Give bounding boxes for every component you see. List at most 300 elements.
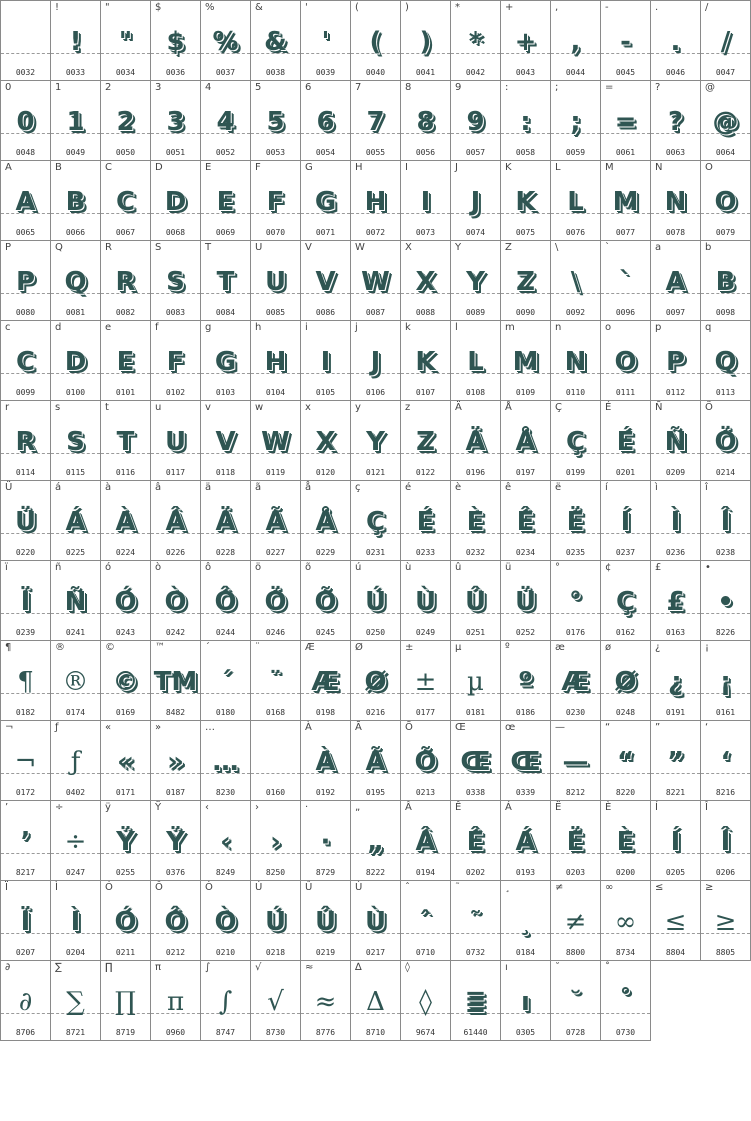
glyph-cell bbox=[551, 241, 601, 321]
glyph-code: 61440 bbox=[463, 1028, 488, 1037]
glyph-label: e bbox=[105, 322, 112, 333]
glyph-sample: Œ bbox=[510, 747, 541, 777]
glyph-label: « bbox=[105, 722, 112, 733]
glyph-label: ( bbox=[355, 2, 359, 13]
glyph-label: $ bbox=[155, 2, 162, 13]
glyph-code: 0193 bbox=[515, 868, 536, 877]
glyph-sample: W bbox=[361, 267, 390, 297]
glyph-cell bbox=[551, 401, 601, 481]
glyph-code: 0730 bbox=[615, 1028, 636, 1037]
glyph-code: 0061 bbox=[615, 148, 636, 157]
glyph-code: 0098 bbox=[715, 308, 736, 317]
glyph-cell bbox=[401, 81, 451, 161]
glyph-code: 0053 bbox=[265, 148, 286, 157]
glyph-cell bbox=[451, 801, 501, 881]
glyph-sample: Q bbox=[64, 267, 87, 297]
glyph-sample: Ë bbox=[566, 827, 585, 857]
glyph-label: k bbox=[405, 322, 411, 333]
glyph-label: ï bbox=[5, 562, 8, 573]
glyph-code: 0181 bbox=[465, 708, 486, 717]
glyph-code: 0182 bbox=[15, 708, 36, 717]
glyph-code: 0220 bbox=[15, 548, 36, 557]
glyph-label: M bbox=[605, 162, 614, 173]
glyph-label: 9 bbox=[455, 82, 462, 93]
glyph-label: ù bbox=[405, 562, 412, 573]
glyph-cell bbox=[1, 641, 51, 721]
glyph-sample: › bbox=[270, 827, 281, 857]
glyph-cell bbox=[701, 321, 751, 401]
glyph-code: 0230 bbox=[565, 708, 586, 717]
glyph-label: V bbox=[305, 242, 312, 253]
glyph-cell bbox=[551, 721, 601, 801]
glyph-cell bbox=[201, 321, 251, 401]
glyph-code: 0065 bbox=[15, 228, 36, 237]
glyph-code: 0235 bbox=[565, 548, 586, 557]
glyph-code: 0033 bbox=[65, 68, 86, 77]
glyph-cell bbox=[501, 561, 551, 641]
glyph-sample: ( bbox=[369, 27, 382, 57]
glyph-label: ! bbox=[55, 2, 60, 13]
glyph-cell bbox=[351, 401, 401, 481]
glyph-code: 8226 bbox=[715, 628, 736, 637]
glyph-label: ˘ bbox=[555, 962, 560, 973]
glyph-label: O bbox=[705, 162, 713, 173]
glyph-sample: J bbox=[370, 347, 381, 377]
glyph-sample: Õ bbox=[314, 587, 337, 617]
glyph-label: U bbox=[255, 242, 263, 253]
glyph-code: 8220 bbox=[615, 788, 636, 797]
glyph-sample: / bbox=[720, 27, 731, 57]
glyph-cell bbox=[251, 161, 301, 241]
glyph-code: 0067 bbox=[115, 228, 136, 237]
glyph-cell bbox=[1, 481, 51, 561]
glyph-sample: ≤ bbox=[664, 907, 687, 937]
glyph-cell bbox=[601, 961, 651, 1041]
glyph-cell bbox=[351, 721, 401, 801]
glyph-cell bbox=[351, 481, 401, 561]
glyph-code: 0063 bbox=[665, 148, 686, 157]
glyph-sample: N bbox=[564, 347, 587, 377]
glyph-cell bbox=[451, 321, 501, 401]
glyph-code: 0119 bbox=[265, 468, 286, 477]
glyph-sample: ˆ bbox=[419, 907, 432, 937]
glyph-cell bbox=[551, 481, 601, 561]
glyph-label: b bbox=[705, 242, 712, 253]
glyph-label: ¶ bbox=[5, 642, 12, 653]
glyph-code: 0084 bbox=[215, 308, 236, 317]
glyph-sample: ° bbox=[569, 587, 582, 617]
glyph-label: z bbox=[405, 402, 411, 413]
glyph-sample: M bbox=[612, 187, 639, 217]
glyph-code: 0040 bbox=[365, 68, 386, 77]
glyph-code: 0180 bbox=[215, 708, 236, 717]
glyph-cell bbox=[451, 561, 501, 641]
glyph-code: 0111 bbox=[615, 388, 636, 397]
glyph-code: 0200 bbox=[615, 868, 636, 877]
glyph-cell bbox=[351, 881, 401, 961]
glyph-label: ˜ bbox=[455, 882, 460, 893]
glyph-label: S bbox=[155, 242, 162, 253]
glyph-code: 0236 bbox=[665, 548, 686, 557]
glyph-code: 0402 bbox=[65, 788, 86, 797]
glyph-label: Q bbox=[55, 242, 63, 253]
glyph-cell bbox=[401, 401, 451, 481]
glyph-code: 0199 bbox=[565, 468, 586, 477]
glyph-label: I bbox=[405, 162, 408, 173]
glyph-cell bbox=[401, 961, 451, 1041]
glyph-cell bbox=[351, 561, 401, 641]
glyph-sample: G bbox=[314, 187, 337, 217]
glyph-cell bbox=[101, 401, 151, 481]
glyph-sample: Æ bbox=[311, 667, 340, 697]
glyph-sample: Ø bbox=[364, 667, 387, 697]
glyph-label: à bbox=[105, 482, 112, 493]
glyph-cell bbox=[501, 881, 551, 961]
glyph-code: 8719 bbox=[115, 1028, 136, 1037]
glyph-code: 0064 bbox=[715, 148, 736, 157]
glyph-cell bbox=[101, 161, 151, 241]
glyph-label: ê bbox=[505, 482, 512, 493]
glyph-sample: © bbox=[112, 667, 139, 697]
glyph-label: W bbox=[355, 242, 365, 253]
glyph-code: 0116 bbox=[115, 468, 136, 477]
glyph-cell bbox=[1, 961, 51, 1041]
glyph-sample: ◊ bbox=[419, 987, 432, 1017]
glyph-code: 8710 bbox=[365, 1028, 386, 1037]
glyph-label: º bbox=[505, 642, 510, 653]
glyph-code: 0081 bbox=[65, 308, 86, 317]
glyph-label: q bbox=[705, 322, 712, 333]
glyph-label: ∂ bbox=[5, 962, 11, 973]
glyph-cell bbox=[301, 401, 351, 481]
glyph-label: û bbox=[455, 562, 462, 573]
glyph-cell bbox=[401, 801, 451, 881]
glyph-code: 8222 bbox=[365, 868, 386, 877]
glyph-sample: ‘ bbox=[720, 747, 731, 777]
glyph-label: 1 bbox=[55, 82, 62, 93]
glyph-sample: S bbox=[66, 427, 85, 457]
glyph-cell bbox=[201, 481, 251, 561]
glyph-cell bbox=[301, 721, 351, 801]
glyph-code: 0121 bbox=[365, 468, 386, 477]
glyph-code: 0218 bbox=[265, 948, 286, 957]
glyph-code: 8230 bbox=[215, 788, 236, 797]
glyph-label: É bbox=[605, 402, 612, 413]
glyph-cell bbox=[151, 481, 201, 561]
glyph-cell bbox=[251, 401, 301, 481]
glyph-code: 0070 bbox=[265, 228, 286, 237]
glyph-cell bbox=[51, 801, 101, 881]
glyph-cell bbox=[451, 1, 501, 81]
glyph-cell bbox=[651, 641, 701, 721]
glyph-sample: Ê bbox=[516, 507, 535, 537]
glyph-sample: Ç bbox=[615, 587, 636, 617]
glyph-cell bbox=[251, 481, 301, 561]
glyph-sample: L bbox=[467, 347, 484, 377]
glyph-label: ’ bbox=[5, 802, 9, 813]
glyph-code: 8217 bbox=[15, 868, 36, 877]
glyph-code: 8776 bbox=[315, 1028, 336, 1037]
glyph-label: Y bbox=[455, 242, 462, 253]
glyph-label: Ã bbox=[355, 722, 362, 733]
glyph-code: 0209 bbox=[665, 468, 686, 477]
glyph-cell bbox=[451, 881, 501, 961]
glyph-sample: Ç bbox=[365, 507, 386, 537]
glyph-code: 0052 bbox=[215, 148, 236, 157]
glyph-sample: ∏ bbox=[115, 987, 136, 1017]
glyph-cell bbox=[51, 481, 101, 561]
glyph-sample: D bbox=[64, 347, 87, 377]
glyph-cell bbox=[301, 241, 351, 321]
glyph-sample: D bbox=[164, 187, 187, 217]
glyph-code: 8706 bbox=[15, 1028, 36, 1037]
glyph-code: 0169 bbox=[115, 708, 136, 717]
glyph-cell bbox=[301, 641, 351, 721]
glyph-label: Ê bbox=[455, 802, 462, 813]
glyph-sample: Ä bbox=[465, 427, 486, 457]
glyph-cell bbox=[551, 961, 601, 1041]
glyph-sample: O bbox=[614, 347, 637, 377]
glyph-sample: Ï bbox=[20, 587, 31, 617]
glyph-sample: Ã bbox=[265, 507, 286, 537]
glyph-label: o bbox=[605, 322, 612, 333]
glyph-label: m bbox=[505, 322, 515, 333]
glyph-sample: & bbox=[264, 27, 287, 57]
glyph-code: 0250 bbox=[365, 628, 386, 637]
glyph-code: 8212 bbox=[565, 788, 586, 797]
glyph-label: ˚ bbox=[605, 962, 610, 973]
glyph-label: œ bbox=[505, 722, 516, 733]
glyph-label: 4 bbox=[205, 82, 212, 93]
glyph-sample: ± bbox=[414, 667, 437, 697]
glyph-cell bbox=[601, 561, 651, 641]
glyph-label: Ú bbox=[255, 882, 263, 893]
glyph-sample: R bbox=[15, 427, 36, 457]
glyph-sample: Ó bbox=[114, 907, 137, 937]
glyph-sample: Ÿ bbox=[116, 827, 135, 857]
glyph-cell bbox=[251, 561, 301, 641]
glyph-code: 0100 bbox=[65, 388, 86, 397]
glyph-sample: ≠ bbox=[564, 907, 587, 937]
glyph-sample: E bbox=[116, 347, 135, 377]
glyph-cell bbox=[51, 561, 101, 641]
glyph-label: R bbox=[105, 242, 112, 253]
glyph-code: 0113 bbox=[715, 388, 736, 397]
glyph-cell bbox=[651, 401, 701, 481]
glyph-code: 0728 bbox=[565, 1028, 586, 1037]
glyph-cell bbox=[451, 641, 501, 721]
glyph-cell bbox=[501, 81, 551, 161]
glyph-label: " bbox=[105, 2, 110, 13]
glyph-cell bbox=[251, 241, 301, 321]
glyph-cell bbox=[101, 721, 151, 801]
glyph-cell bbox=[151, 321, 201, 401]
glyph-code: 0305 bbox=[515, 1028, 536, 1037]
glyph-sample: « bbox=[117, 747, 134, 777]
glyph-sample: 7 bbox=[366, 107, 385, 137]
glyph-label: ± bbox=[405, 642, 414, 653]
glyph-label: u bbox=[155, 402, 162, 413]
glyph-label: ı bbox=[505, 962, 508, 973]
glyph-sample: T bbox=[116, 427, 135, 457]
glyph-code: 0338 bbox=[465, 788, 486, 797]
glyph-cell bbox=[551, 881, 601, 961]
glyph-label: ä bbox=[205, 482, 212, 493]
glyph-label: ¡ bbox=[705, 642, 710, 653]
glyph-cell bbox=[401, 881, 451, 961]
glyph-code: 0246 bbox=[265, 628, 286, 637]
glyph-cell bbox=[301, 161, 351, 241]
glyph-cell bbox=[301, 481, 351, 561]
glyph-cell bbox=[151, 561, 201, 641]
glyph-label: Ø bbox=[355, 642, 363, 653]
glyph-label: 3 bbox=[155, 82, 162, 93]
glyph-code: 0162 bbox=[615, 628, 636, 637]
glyph-code: 0045 bbox=[615, 68, 636, 77]
glyph-label: Ñ bbox=[655, 402, 663, 413]
glyph-cell bbox=[301, 561, 351, 641]
glyph-sample: “ bbox=[616, 747, 635, 777]
glyph-sample: ! bbox=[69, 27, 82, 57]
glyph-cell bbox=[601, 81, 651, 161]
glyph-cell bbox=[151, 401, 201, 481]
glyph-cell bbox=[1, 561, 51, 641]
glyph-code: 0090 bbox=[515, 308, 536, 317]
glyph-cell bbox=[201, 641, 251, 721]
glyph-cell bbox=[701, 241, 751, 321]
glyph-cell bbox=[601, 401, 651, 481]
glyph-cell bbox=[501, 721, 551, 801]
glyph-code: 0216 bbox=[365, 708, 386, 717]
glyph-code: 0228 bbox=[215, 548, 236, 557]
glyph-label: À bbox=[305, 722, 312, 733]
glyph-sample: Â bbox=[415, 827, 436, 857]
glyph-sample: Ë bbox=[566, 507, 585, 537]
glyph-cell bbox=[251, 721, 301, 801]
glyph-code: 0227 bbox=[265, 548, 286, 557]
glyph-cell bbox=[701, 401, 751, 481]
glyph-label: K bbox=[505, 162, 512, 173]
glyph-label: 5 bbox=[255, 82, 262, 93]
glyph-sample: 8 bbox=[416, 107, 435, 137]
glyph-sample: ` bbox=[619, 267, 632, 297]
glyph-sample: Q bbox=[714, 347, 737, 377]
glyph-sample: ¿ bbox=[667, 667, 684, 697]
glyph-code: 0118 bbox=[215, 468, 236, 477]
glyph-sample: ∫ bbox=[218, 987, 233, 1017]
glyph-label: J bbox=[455, 162, 458, 173]
glyph-code: 0255 bbox=[115, 868, 136, 877]
glyph-label: ‹ bbox=[205, 802, 209, 813]
glyph-cell bbox=[151, 961, 201, 1041]
glyph-sample: Ñ bbox=[664, 427, 687, 457]
glyph-label: ∫ bbox=[205, 962, 211, 973]
glyph-label: t bbox=[105, 402, 109, 413]
glyph-sample: À bbox=[315, 747, 336, 777]
glyph-code: 0108 bbox=[465, 388, 486, 397]
glyph-label: ´ bbox=[205, 642, 210, 653]
glyph-cell bbox=[651, 481, 701, 561]
glyph-code: 0376 bbox=[165, 868, 186, 877]
glyph-cell bbox=[501, 401, 551, 481]
glyph-code: 0206 bbox=[715, 868, 736, 877]
glyph-code: 0194 bbox=[415, 868, 436, 877]
glyph-code: 0172 bbox=[15, 788, 36, 797]
glyph-sample: Ì bbox=[670, 507, 681, 537]
glyph-sample: K bbox=[515, 187, 536, 217]
glyph-cell bbox=[351, 641, 401, 721]
glyph-cell bbox=[51, 161, 101, 241]
glyph-label: ∏ bbox=[105, 962, 113, 973]
glyph-cell bbox=[51, 1, 101, 81]
glyph-sample: F bbox=[266, 187, 285, 217]
glyph-code: 0074 bbox=[465, 228, 486, 237]
glyph-cell bbox=[401, 481, 451, 561]
glyph-cell bbox=[401, 641, 451, 721]
glyph-code: 0036 bbox=[165, 68, 186, 77]
glyph-label: v bbox=[205, 402, 211, 413]
glyph-sample: J bbox=[470, 187, 481, 217]
glyph-label: ) bbox=[405, 2, 409, 13]
glyph-label: / bbox=[705, 2, 709, 13]
glyph-sample: À bbox=[115, 507, 136, 537]
glyph-label: H bbox=[355, 162, 363, 173]
glyph-code: 0117 bbox=[165, 468, 186, 477]
glyph-sample: ƒ bbox=[70, 747, 81, 777]
glyph-sample: 5 bbox=[266, 107, 285, 137]
glyph-sample: Á bbox=[515, 827, 536, 857]
glyph-cell bbox=[301, 801, 351, 881]
glyph-sample: C bbox=[15, 347, 36, 377]
glyph-label: ; bbox=[555, 82, 559, 93]
glyph-sample: „ bbox=[366, 827, 385, 857]
glyph-label: n bbox=[555, 322, 562, 333]
glyph-code: 0051 bbox=[165, 148, 186, 157]
glyph-cell bbox=[501, 801, 551, 881]
glyph-code: 0244 bbox=[215, 628, 236, 637]
glyph-sample bbox=[1, 21, 50, 63]
glyph-sample: º bbox=[518, 667, 533, 697]
glyph-code: 0339 bbox=[515, 788, 536, 797]
glyph-sample: ˜ bbox=[469, 907, 482, 937]
glyph-sample: ’ bbox=[20, 827, 31, 857]
glyph-label: π bbox=[155, 962, 162, 973]
glyph-code: 0068 bbox=[165, 228, 186, 237]
glyph-label: å bbox=[305, 482, 312, 493]
glyph-code: 0232 bbox=[465, 548, 486, 557]
glyph-code: 0058 bbox=[515, 148, 536, 157]
glyph-sample: ? bbox=[667, 107, 684, 137]
glyph-cell bbox=[501, 321, 551, 401]
glyph-label: Ä bbox=[455, 402, 462, 413]
glyph-sample: % bbox=[212, 27, 239, 57]
glyph-sample: — bbox=[562, 747, 589, 777]
glyph-sample: C bbox=[115, 187, 136, 217]
glyph-sample: Ù bbox=[364, 907, 387, 937]
glyph-cell bbox=[601, 161, 651, 241]
glyph-cell bbox=[51, 241, 101, 321]
glyph-label: T bbox=[205, 242, 212, 253]
glyph-sample: - bbox=[620, 27, 631, 57]
glyph-sample: Œ bbox=[460, 747, 491, 777]
glyph-code: 0114 bbox=[15, 468, 36, 477]
glyph-sample: Ä bbox=[215, 507, 236, 537]
glyph-label: ¨ bbox=[255, 642, 260, 653]
glyph-code: 0251 bbox=[465, 628, 486, 637]
glyph-cell bbox=[601, 321, 651, 401]
glyph-code: 8221 bbox=[665, 788, 686, 797]
glyph-sample: ¬ bbox=[14, 747, 37, 777]
